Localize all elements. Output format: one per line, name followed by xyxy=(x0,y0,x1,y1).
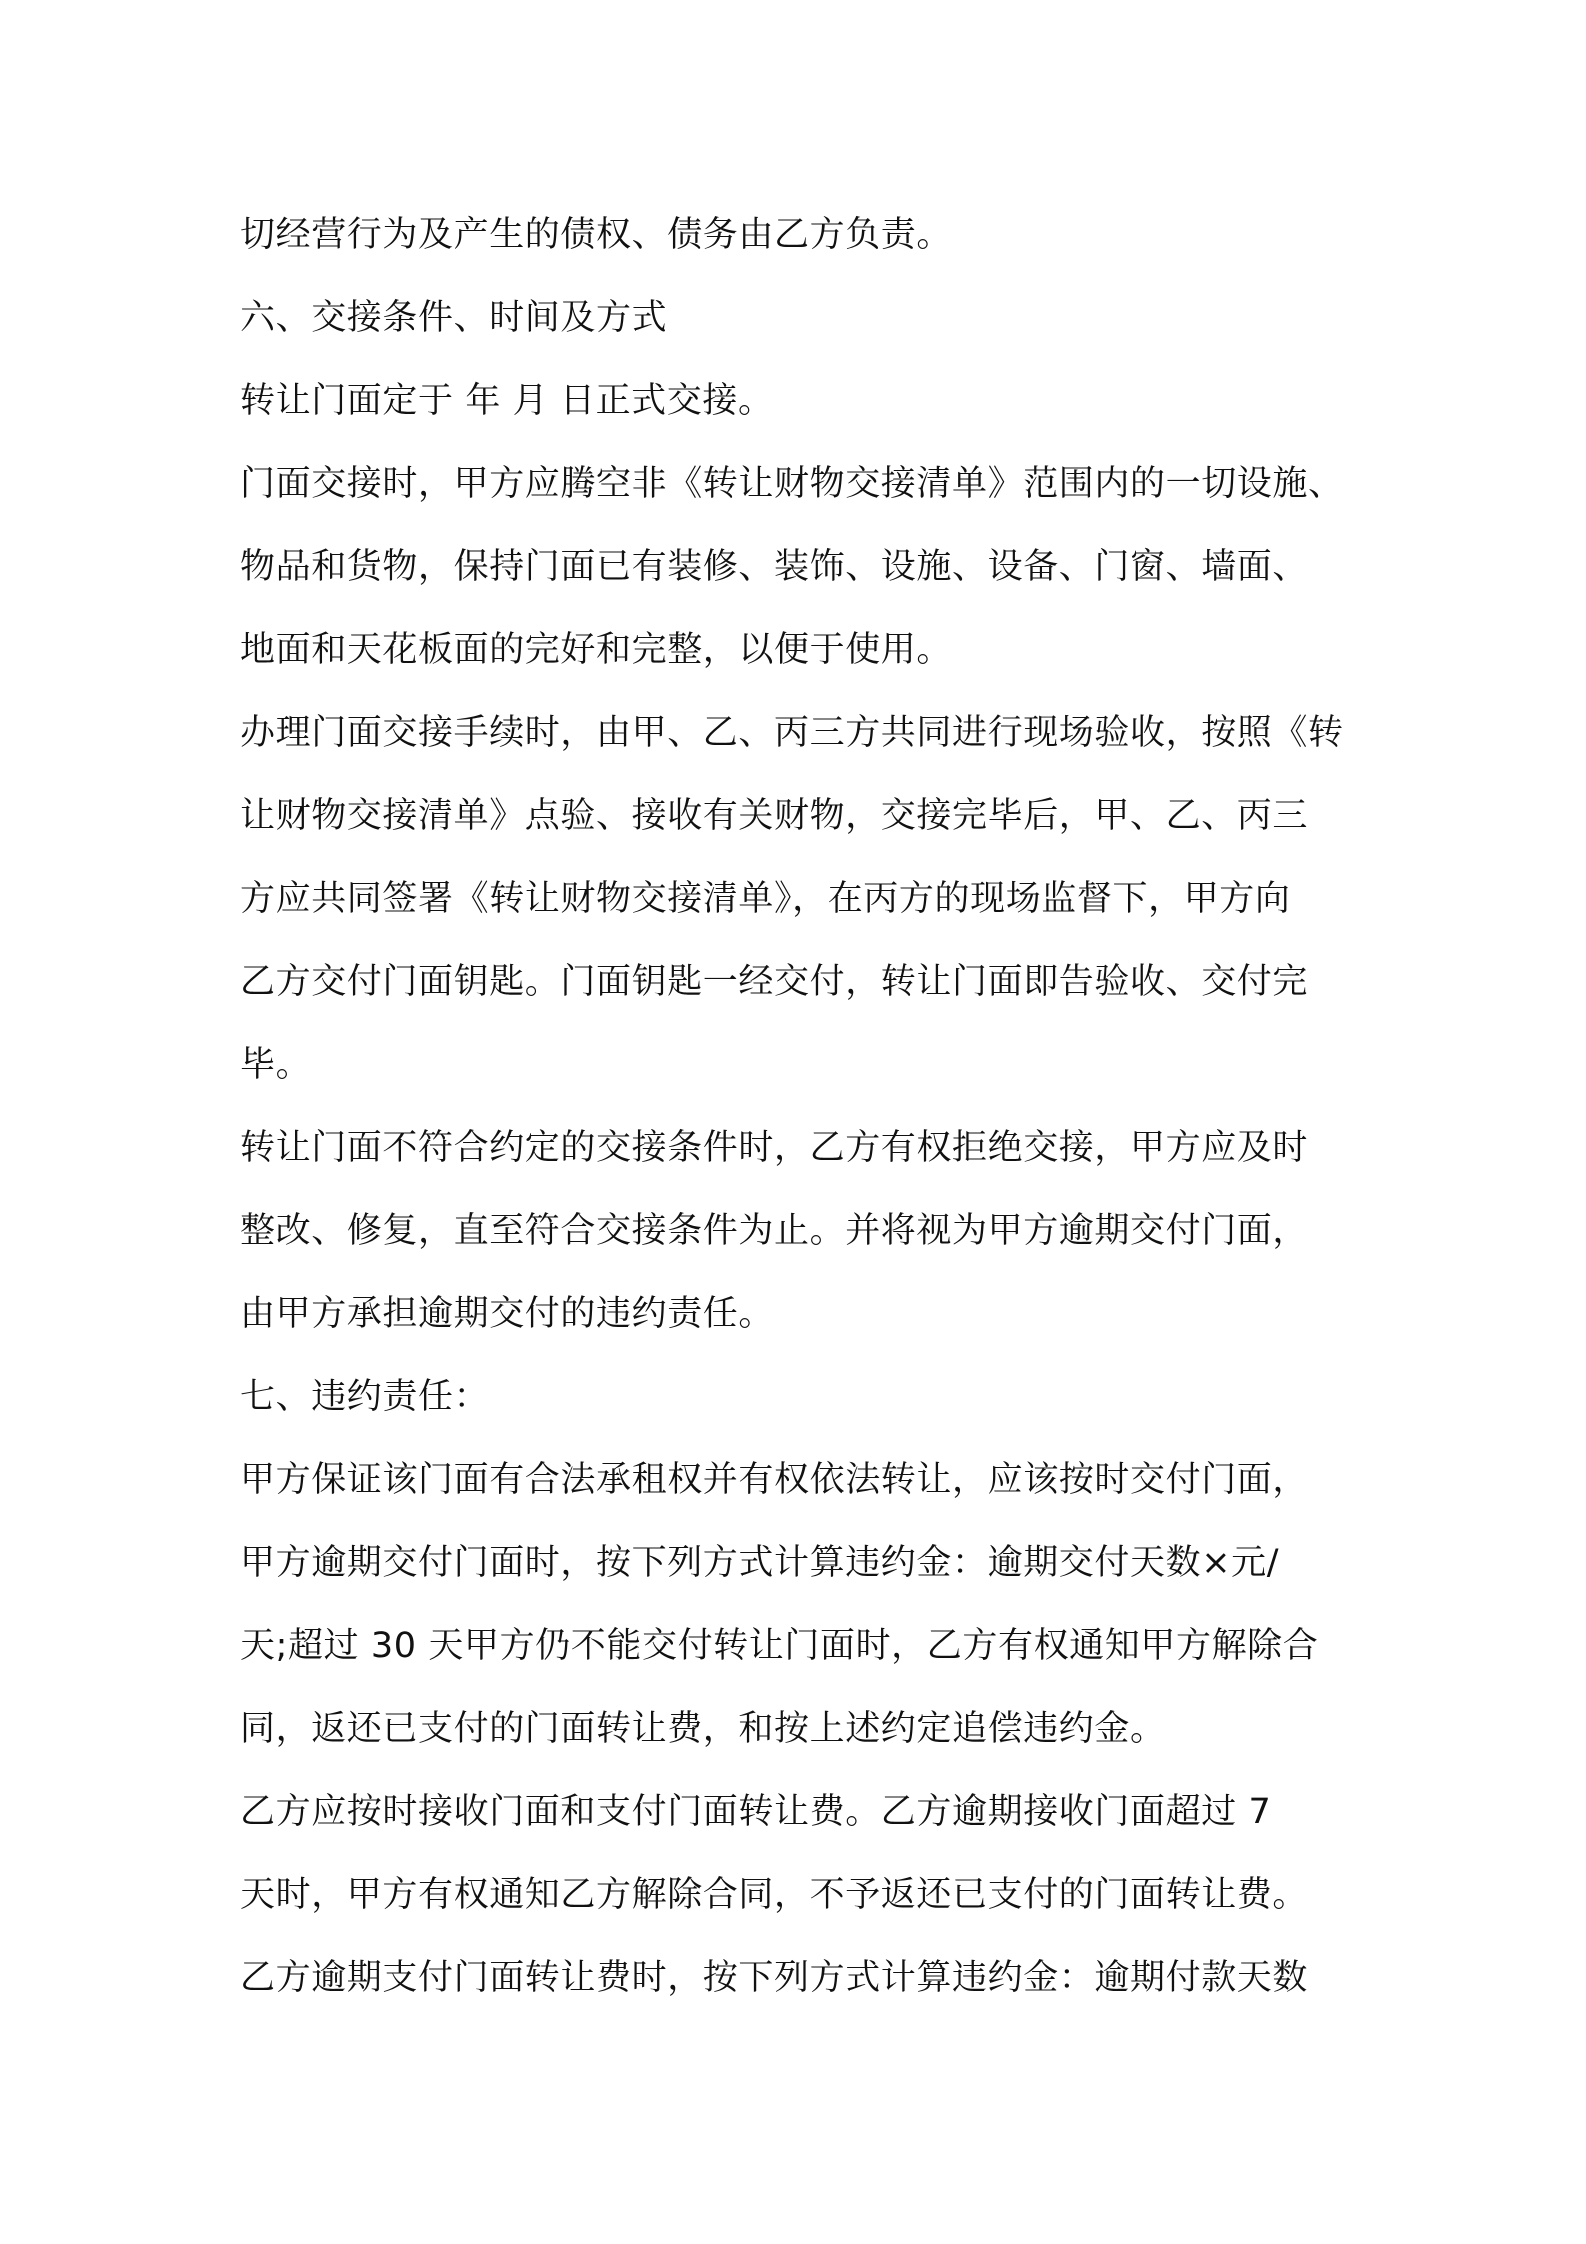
section-heading: 六、交接条件、时间及方式 xyxy=(240,298,668,338)
text-line: 天;超过 30 天甲方仍不能交付转让门面时，乙方有权通知甲方解除合 xyxy=(240,1626,1319,1666)
text-line: 乙方逾期支付门面转让费时，按下列方式计算违约金：逾期付款天数 xyxy=(240,1958,1309,1998)
text-line: 甲方逾期交付门面时，按下列方式计算违约金：逾期交付天数×元/ xyxy=(240,1543,1280,1583)
section-heading: 七、违约责任： xyxy=(240,1377,490,1417)
text-line: 转让门面定于 年 月 日正式交接。 xyxy=(240,381,774,421)
text-line: 切经营行为及产生的债权、债务由乙方负责。 xyxy=(240,215,953,255)
text-line: 转让门面不符合约定的交接条件时，乙方有权拒绝交接，甲方应及时 xyxy=(240,1128,1309,1168)
text-line: 物品和货物，保持门面已有装修、装饰、设施、设备、门窗、墙面、 xyxy=(240,547,1309,587)
text-line: 天时，甲方有权通知乙方解除合同，不予返还已支付的门面转让费。 xyxy=(240,1875,1309,1915)
text-line: 方应共同签署《转让财物交接清单》，在丙方的现场监督下，甲方向 xyxy=(240,879,1291,919)
text-line: 由甲方承担逾期交付的违约责任。 xyxy=(240,1294,775,1334)
document-body xyxy=(240,194,1360,2020)
text-line: 办理门面交接手续时，由甲、乙、丙三方共同进行现场验收，按照《转 xyxy=(240,713,1344,753)
text-line: 毕。 xyxy=(240,1045,312,1085)
text-line: 让财物交接清单》点验、接收有关财物，交接完毕后，甲、乙、丙三 xyxy=(240,796,1309,836)
text-line: 甲方保证该门面有合法承租权并有权依法转让，应该按时交付门面， xyxy=(240,1460,1309,1500)
text-line: 乙方应按时接收门面和支付门面转让费。乙方逾期接收门面超过 7 xyxy=(240,1792,1272,1832)
text-line: 同，返还已支付的门面转让费，和按上述约定追偿违约金。 xyxy=(240,1709,1166,1749)
text-line: 乙方交付门面钥匙。门面钥匙一经交付，转让门面即告验收、交付完 xyxy=(240,962,1309,1002)
text-line: 整改、修复，直至符合交接条件为止。并将视为甲方逾期交付门面， xyxy=(240,1211,1309,1251)
text-line: 地面和天花板面的完好和完整，以便于使用。 xyxy=(240,630,953,670)
text-line: 门面交接时，甲方应腾空非《转让财物交接清单》范围内的一切设施、 xyxy=(240,464,1344,504)
